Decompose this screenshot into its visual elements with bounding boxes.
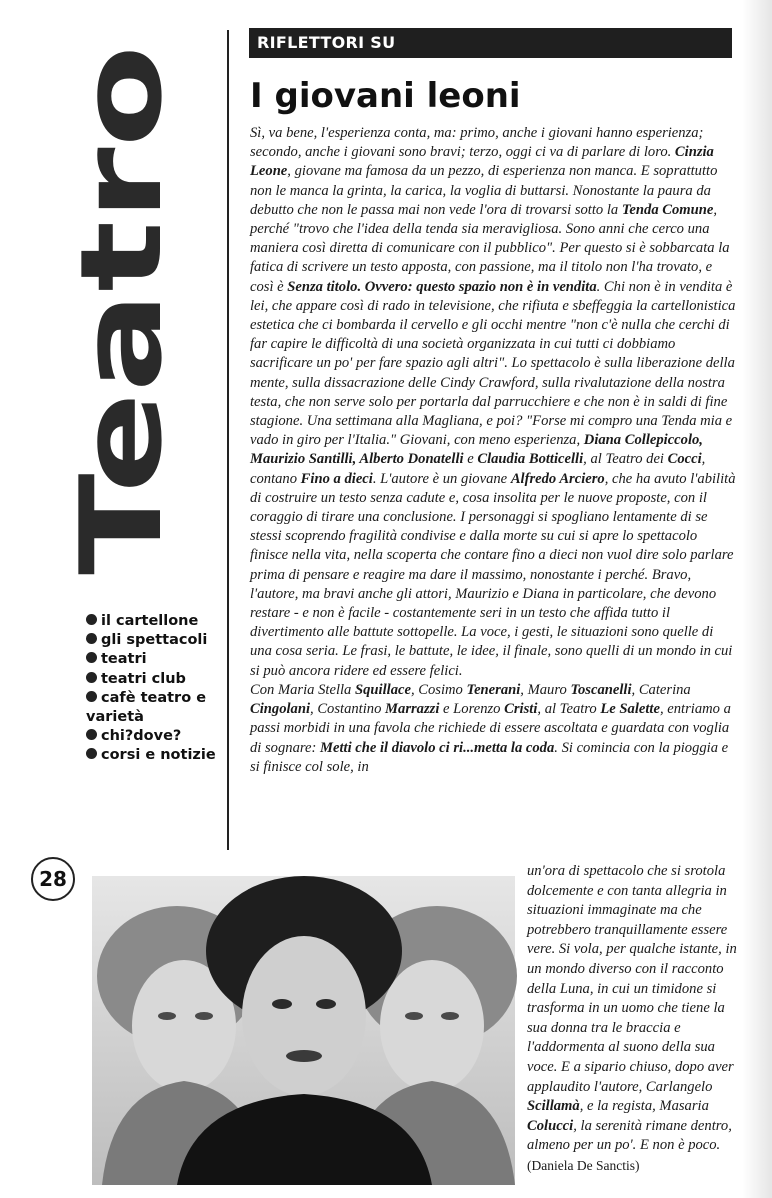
bullet-icon xyxy=(86,614,97,625)
menu-item-label: il cartellone xyxy=(101,613,199,629)
show-title: Senza titolo. Ovvero: questo spazio non è in vendita xyxy=(287,278,597,295)
body-text-run: . L'autore è un giovane xyxy=(372,470,511,487)
show-title: Metti che il diavolo ci ri...metta la coda xyxy=(320,739,555,756)
article-photo xyxy=(92,876,515,1185)
article-paragraph-1 xyxy=(250,124,738,681)
page-number: 28 xyxy=(31,857,75,901)
cast-names: Diana Collepiccolo, Maurizio Santilli, Alberto Donatelli xyxy=(250,432,703,468)
menu-item-label: corsi e notizie xyxy=(101,747,216,764)
author-name: Scillamà xyxy=(527,1098,580,1115)
body-text-run: , Costantino xyxy=(310,701,386,718)
body-text-run: e Lorenzo xyxy=(439,701,505,718)
bullet-icon xyxy=(86,748,97,759)
cast-name: Toscanelli xyxy=(570,681,632,698)
article-body xyxy=(250,124,738,777)
person-name: Cinzia Leone xyxy=(250,144,714,180)
bullet-icon xyxy=(86,633,97,644)
body-text-run: Sì, va bene, l'esperienza conta, ma: primo, anche i giovani hanno esperienza; secondo, anche i giovani sono bravi; terzo, oggi ci va di parlare di loro. xyxy=(250,125,704,161)
bullet-icon xyxy=(86,691,97,702)
author-name: Alfredo Arciero xyxy=(510,470,605,487)
column-divider xyxy=(227,30,229,850)
menu-item-corsi[interactable] xyxy=(86,746,216,765)
menu-item-label: cafè teatro e varietà xyxy=(86,689,207,726)
menu-item-teatri[interactable] xyxy=(86,650,216,669)
body-text-run: Con Maria Stella xyxy=(250,681,355,698)
body-text-run: , giovane ma famosa da un pezzo, di esperienza non manca. E soprattutto non le manca la grinta, la carica, la voglia di buttarsi. Nonostante la paura da debutto che non le passa mai non vede l'ora di trovarsi sotto la xyxy=(250,163,718,218)
cast-name: Tenerani xyxy=(466,681,521,698)
menu-item-label: gli spettacoli xyxy=(101,632,208,649)
cast-name: Cristi xyxy=(504,701,538,718)
bullet-icon xyxy=(86,729,97,740)
cast-name: Squillace xyxy=(355,681,411,698)
body-text-run: , al Teatro dei xyxy=(583,451,668,468)
cast-name: Marrazzi xyxy=(385,701,440,718)
menu-item-cafe-teatro[interactable] xyxy=(86,689,216,727)
body-text-run: . Si comincia con la pioggia e si finisce col sole, in xyxy=(250,739,729,775)
body-text-run: , contano xyxy=(250,451,706,487)
body-text-run: , Caterina xyxy=(631,681,691,698)
menu-item-label: teatri xyxy=(101,651,147,668)
menu-item-label: teatri club xyxy=(101,670,186,687)
section-title-teatro xyxy=(57,35,187,575)
bullet-icon xyxy=(86,652,97,663)
body-text-run: , Cosimo xyxy=(410,681,467,698)
section-menu xyxy=(86,612,216,766)
venue-name: Le Salette xyxy=(600,701,660,718)
body-text-run: . Chi non è in vendita è lei, che appare così di rado in televisione, che rifiuta e sbeffeggia la cartellonistica estetica che ci bombarda il cervello e gli occhi mentre "non c'è nulla che cerchi di far capire le difficoltà di una società organizzata in cui tutti ci dobbiamo sacrificare un po' per fare spazio agli altri". Lo spettacolo è sulla liberazione della mente, sulla dissacrazione delle Cindy Crawford, sulla rivalutazione della nostra testa, che non serve solo per portarla dal parrucchiere e che non è in saldi di fine stagione. Una settimana alla Magliana, e poi? "Forse mi compro una Tenda mia e vado in giro per l'Italia." Giovani, con meno esperienza, xyxy=(250,278,736,449)
menu-item-cartellone[interactable] xyxy=(86,612,216,631)
article-paragraph-2 xyxy=(250,681,738,777)
menu-item-spettacoli[interactable] xyxy=(86,631,216,650)
body-text-run: , Mauro xyxy=(520,681,571,698)
menu-item-label: chi?dove? xyxy=(101,728,182,745)
menu-item-chi-dove[interactable] xyxy=(86,727,216,746)
cast-names: Claudia Botticelli xyxy=(477,451,584,468)
scan-edge-shadow xyxy=(742,0,772,1198)
body-text-run: , al Teatro xyxy=(537,701,601,718)
body-text-run: , entriamo a passi morbidi in una favola che richiede di essere ascoltata e guardata con voglia di sognare: xyxy=(250,701,731,756)
section-title-text: Teatro xyxy=(57,176,187,575)
bullet-icon xyxy=(86,672,97,683)
show-title: Fino a dieci xyxy=(300,470,373,487)
photo-three-faces xyxy=(92,876,515,1185)
body-text-run: un'ora di spettacolo che si srotola dolcemente e con tanta allegria in situazioni immaginate ma che potrebbero tranquillamente essere vere. Si vola, per qualche istante, in un mondo diverso con il racconto della Luna, in cui un timidone si trasforma in un uomo che tiene la sua donna tra le braccia e l'addormenta al suono della sua voce. E a sipario chiuso, dopo aver applaudito l'autore, Carlangelo xyxy=(527,863,737,1095)
body-text-run: e xyxy=(463,451,478,468)
article-headline: I giovani leoni xyxy=(250,76,521,116)
cast-name: Cingolani xyxy=(250,701,311,718)
body-text-run: , e la regista, Masaria xyxy=(579,1098,709,1115)
venue-name: Cocci xyxy=(667,451,702,468)
article-kicker: RIFLETTORI SU xyxy=(249,28,732,58)
venue-name: Tenda Comune xyxy=(621,201,714,218)
body-text-run: , la serenità rimane dentro, almeno per un po'. E non è poco. xyxy=(527,1117,732,1154)
article-continuation xyxy=(527,862,747,1177)
body-text-run: , perché "trovo che l'idea della tenda sia meravigliosa. Sono anni che cerco una maniera così diretta di comunicare con il pubblico". Per questo si è sobbarcata la fatica di scrivere un testo apposta, con passione, ma il titolo non l'ha trovato, e così è xyxy=(250,201,730,295)
menu-item-teatri-club[interactable] xyxy=(86,670,216,689)
body-text-run: , che ha avuto l'abilità di costruire un testo senza cadute e, cosa insolita per le nuove proposte, con il coraggio di tirare una conclusione. I personaggi si spogliano lentamente di se stessi scoprendo fragilità condivise e dalla morte su cui si apre lo spettacolo finisce nella vita, nella scoperta che contare fino a dieci non vuol dire solo parlare prima di pensare e reagire ma dare il massimo, nonostante i perché. Bravo, l'autore, ma bravi anche gli attori, Maurizio e Diana in particolare, che devono restare - e non è facile - costantemente seri in un testo che affida tutto il divertimento alle battute sottopelle. La voce, i gesti, le situazioni sono quelle di una cosa seria. Le frasi, le battute, le idee, il finale, sono quelli di un mondo in cui si può ancora ridere ed essere felici. xyxy=(250,470,736,679)
director-name: Colucci xyxy=(527,1117,574,1134)
article-byline: (Daniela De Sanctis) xyxy=(527,1157,640,1173)
